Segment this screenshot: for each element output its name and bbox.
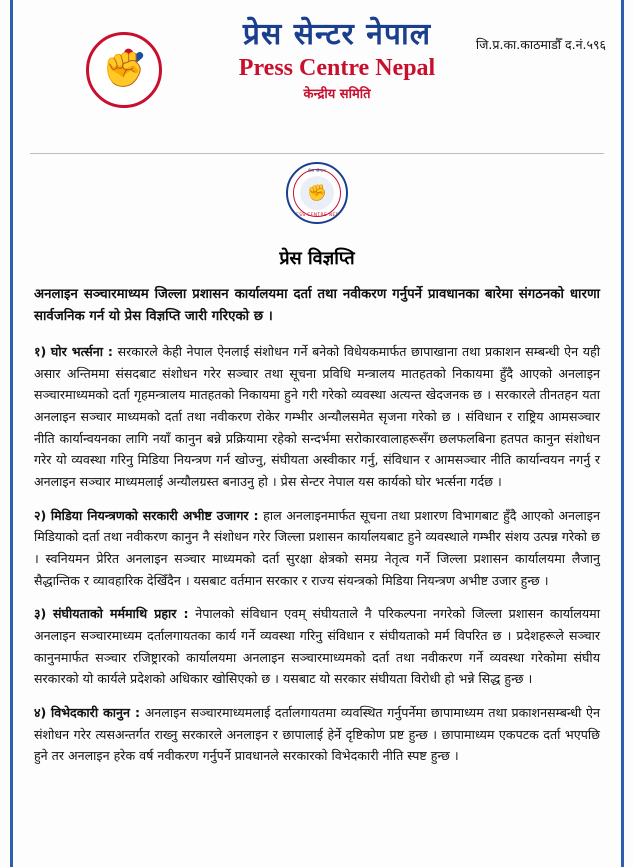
paragraph-1-text: सरकारले केही नेपाल ऐनलाई संशोधन गर्ने बनेको विधेयकमार्फत छापाखाना तथा प्रकाशन सम्बन्धी ऐन यही असार अन्तिममा संसदबाट संशोधन गरेर सञ्चार तथा सूचना प्रविधि मन्त्रालय मातहतको निकायमा हुँदै आएको अनलाइन सञ्चारमाध्यमको दर्ता गृहमन्त्रालय मातहतको निकायमा हुने गरी गरेको व्यवस्था अत्यन्त खेदजनक छ । सरकारले तीनतहन यता अनलाइन सञ्चार माध्यमको दर्ता तथा नवीकरण रोकेर गम्भीर अन्यौलसमेत सृजना गरेको छ । संविधान र राष्ट्रिय आमसञ्चार नीति कार्यान्वयनका लागि नयाँ कानुन बन्ने प्रक्रियामा रहेको सन्दर्भमा सरोकारवालाहरूसँग छलफलबिना हतपत कानुन संशोधन गरेर यो व्यवस्था गरिनु मिडिया नियन्त्रण गर्न खोज्नु, संघीयता अस्वीकार गर्नु, संविधान र आमसञ्चार नीति कार्यान्वयन नगर्नु र अनलाइन सञ्चार माध्यमलाई अन्यौलग्रस्त बनाउनु हो । प्रेस सेन्टर नेपाल यस कार्यको घोर भर्त्सना गर्दछ । (34, 344, 600, 489)
paragraph-2-text: हाल अनलाइनमार्फत सूचना तथा प्रशारण विभागबाट हुँदै आएको अनलाइन मिडियाको दर्ता तथा नवीकरण कानुन नै संशोधन गरेर जिल्ला प्रशासन कार्यालयबाट हुने व्यवस्थाले गम्भीर संशय उत्पन्न गरेको छ । स्वनियमन प्रेरित अनलाइन सञ्चार माध्यमको दर्ता सुरक्षा क्षेत्रको समग्र नेतृत्व गर्ने जिल्ला प्रशासन कार्यालयमा लैजानु सैद्धान्तिक र व्यावहारिक देखिँदैन । यसबाट वर्तमान सरकार र राज्य संयन्त्रको मिडिया नियन्त्रण अभीष्ट उजार हुन्छ । (34, 507, 600, 588)
paragraph-2-heading: मिडिया नियन्त्रणको सरकारी अभीष्ट उजागर : (50, 507, 259, 523)
paragraph-4-heading: विभेदकारी कानुन : (50, 704, 141, 720)
paragraph-1-heading: घोर भर्त्सना : (50, 344, 113, 360)
page-title: प्रेस विज्ञप्ति (279, 248, 355, 269)
seal-text-bottom: PRESS CENTRE NEPAL (289, 213, 345, 218)
lede-paragraph: अनलाइन सञ्चारमाध्यम जिल्ला प्रशासन कार्यालयमा दर्ता तथा नवीकरण गर्नुपर्ने प्रावधानका बारेमा संगठनको धारणा सार्वजनिक गर्न यो प्रेस विज्ञप्ति जारी गरिएको छ । (34, 287, 600, 324)
fist-with-microphone-logo-icon (86, 32, 162, 108)
organization-name-nepali: प्रेस सेन्टर नेपाल (242, 17, 432, 52)
paragraph-4-text: अनलाइन सञ्चारमाध्यमलाई दर्तालगायतमा व्यवस्थित गर्नुपर्नेमा छापामाध्यम तथा प्रकाशनसम्बन्धी ऐन संशोधन गरेर त्यसअन्तर्गत राख्नु सरकारले अनलाइन र छापालाई हेर्ने दृष्टिकोण प्रष्ट हुन्छ । छापामाध्यम एकपटक दर्ता भएपछि हुने तर अनलाइन हरेक वर्ष नवीकरण गर्नुपर्ने प्रावधानले सरकारको विभेदकारी नीति स्पष्ट हुन्छ । (34, 704, 600, 764)
paragraph-2-number: २) (34, 507, 47, 523)
letterhead (0, 0, 634, 147)
paragraph-3-heading: संघीयताको मर्ममाथि प्रहार : (53, 606, 189, 622)
paragraph-1-number: १) (34, 344, 47, 360)
seal-text-top: प्रेस सेन्टर (308, 169, 326, 174)
fist-icon: ✊ (102, 52, 146, 90)
paragraph-1 (34, 341, 600, 493)
organization-seal-icon (286, 162, 348, 224)
paragraph-4 (34, 702, 600, 767)
header-divider (30, 153, 604, 154)
document-body (0, 284, 634, 767)
paragraph-3-number: ३) (34, 606, 47, 622)
registration-number: जि.प्र.का.काठमाडौँ द.नं.५९६ (475, 37, 606, 52)
paragraph-3-text: नेपालको संविधान एवम् संघीयताले नै परिकल्पना नगरेको जिल्ला प्रशासन कार्यालयमा अनलाइन सञ्चारमाध्यम दर्तालगायतका कार्य गर्ने व्यवस्था गरिनु संविधान र संघीयताको मर्म विपरित छ । प्रदेशहरूले सञ्चार कानुनमार्फत सञ्चार रजिष्ट्रारको कार्यालयमा अनलाइन सञ्चारमाध्यमको दर्ता तथा नवीकरण गर्ने व्यवस्था गरेकोमा संघीय सरकारको यो कार्यले प्रदेशको अधिकार खोसिएको छ । यसबाट यो सरकार संघीयता विरोधी हो भन्ने सिद्ध हुन्छ । (34, 606, 600, 687)
seal-container (0, 162, 634, 224)
paragraph-4-number: ४) (34, 704, 47, 720)
organization-subtitle: केन्द्रीय समिति (303, 87, 371, 103)
seal-emblem-icon: ✊ (307, 185, 327, 202)
paragraph-3 (34, 603, 600, 690)
organization-name-english: Press Centre Nepal (238, 54, 436, 81)
paragraph-2 (34, 505, 600, 592)
